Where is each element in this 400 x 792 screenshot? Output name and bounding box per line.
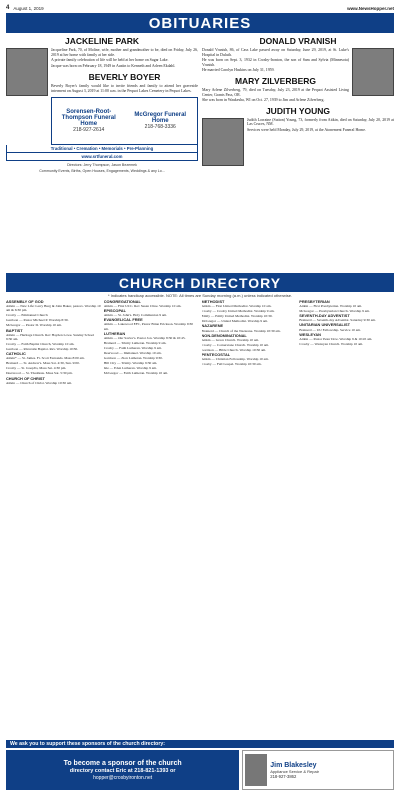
funeral-home-left — [54, 100, 124, 142]
church-listing: Crosby — St. Joseph's, Mass Sat. 4:30 pm. — [6, 366, 67, 371]
obit-paragraph: Jacqueline Park, 70, of Moline, wife, mother and grandmother to be, died on Friday, July 26, 2019 at her home with family at her side. — [51, 48, 198, 57]
directory-columns — [6, 299, 394, 739]
church-listing: Garrison — Bible Church. Worship 10:30 am. — [201, 347, 267, 352]
denomination-heading: SEVENTH-DAY ADVENTIST — [299, 313, 350, 319]
site-url[interactable]: www.NewsHopper.net — [347, 5, 394, 11]
denomination-heading: CONGREGATIONAL — [103, 299, 141, 304]
church-listing: Aitkin — First Presbyterian. Worship 10 am. — [299, 304, 363, 309]
directory-title: CHURCH DIRECTORY — [118, 274, 282, 291]
obit-paragraph: Jacque was born on February 18, 1949 in Austin to Kenneth and Arleen Ekdahl. — [51, 63, 176, 68]
funeral-home-name: Sorensen-Root-Thompson Funeral Home — [61, 108, 116, 127]
agent-title: Appliance Service & Repair — [270, 768, 319, 774]
obit-photo — [202, 118, 244, 166]
sponsor-email[interactable]: hopper@crosbyironton.net — [93, 774, 153, 781]
obit-name: BEVERLY BOYER — [88, 72, 161, 83]
church-listing: Aitkin — First United Methodist. Worship 10 am. — [201, 304, 272, 309]
denomination-heading: PRESBYTERIAN — [299, 299, 330, 304]
church-listing: McGregor — Pastor D. Worship 10 am. — [6, 323, 62, 328]
church-listing: McGregor — Faith Lutheran. Worship 10 am. — [103, 371, 169, 376]
newspaper-page — [6, 4, 394, 790]
sponsor-line-1: To become a sponsor of the church — [63, 759, 182, 767]
obituaries-banner — [6, 13, 394, 33]
church-listing: Emily — Emily United Methodist. Worship 10:30. — [201, 314, 273, 319]
directory-note: * Indicates handicap accessible. NOTE: All times are Sunday morning (a.m.) unless indicated otherwise. — [107, 293, 293, 298]
church-listing: Aitkin — First UCC. Rev Susan Cline. Worship 10 am. — [103, 304, 182, 309]
church-listing: Aitkin — Pastor Peter Dow. Worship 9 & 10:45 am. — [299, 336, 373, 341]
obit-paragraph: Donald Vranish, 86, of Cass Lake passed away on Saturday, June 29, 2019, at St. Luke's Hospital in Duluth. — [202, 48, 349, 57]
church-listing: Garrison — Zion Lutheran. Worship 9:30. — [103, 356, 163, 361]
denomination-heading: NON-DENOMINATIONAL — [201, 332, 247, 338]
church-listing: Aitkin — St. John's. Holy Communion 9 am. — [103, 313, 167, 318]
church-listing: Aitkin — Our Savior's. Pastor Jon. Worship 8:30 & 10:45. — [103, 335, 186, 340]
denomination-heading: EPISCOPAL — [103, 308, 126, 314]
agent-photo — [245, 754, 267, 786]
obit-name: DONALD VRANISH — [259, 36, 337, 46]
church-listing: Brainerd — Church of the Nazarene. Worship 10:30 am. — [201, 328, 281, 333]
church-listing: Deerwood — St. Thaddeus. Mass Sat. 5:30 pm. — [6, 371, 73, 376]
obit-column-left — [6, 36, 198, 270]
issue-date: August 1, 2019 — [13, 5, 44, 11]
church-listing: Crosby — Cornerstone Church. Worship 10 am. — [201, 342, 270, 347]
denomination-heading: WESLEYAN — [299, 331, 321, 337]
directory-column — [6, 299, 101, 739]
denomination-heading: CATHOLIC — [6, 351, 26, 357]
obit-paragraph: Judith Lorraine (Sutton) Young, 73, formerly from Aitkin, died on Saturday, July 20, 2019 at Las Cruces, NM. — [247, 117, 394, 127]
obit-name: JUDITH YOUNG — [265, 105, 331, 116]
directory-column — [202, 299, 297, 739]
page-header — [6, 4, 394, 12]
church-listing: Brainerd — Trinity Lutheran. Worship 9 am. — [103, 340, 167, 345]
church-listing: Deerwood — Immanuel. Worship 10 am. — [103, 351, 162, 356]
obit-paragraph: He was born on Sept. 3, 1932 in Crosby-Ironton, the son of Sam and Sylvia (Minnesota) Vranish. — [202, 58, 349, 67]
church-listing: McGregor — United Methodist. Worship 9 am. — [201, 319, 269, 324]
church-directory-banner — [6, 273, 394, 292]
church-listing: Brainerd — St. Andrew's. Mass Sat. 4:30, Sun. 9:00. — [6, 361, 80, 366]
church-listing: Crosby — Crosby United Methodist. Worship 9 am. — [201, 309, 275, 314]
sponsor-callout[interactable] — [6, 750, 239, 790]
footer-sponsors — [6, 750, 394, 790]
page-number: 4 — [6, 5, 10, 11]
church-listing: Hill City — Trinity. Worship 9:30 am. — [103, 361, 158, 366]
obit-column-right — [202, 36, 394, 270]
appliance-ad[interactable] — [242, 750, 394, 790]
denomination-heading: CHURCH OF CHRIST — [6, 375, 45, 381]
agent-phone: 218-927-3862 — [270, 773, 297, 779]
denomination-heading: METHODIST — [201, 299, 225, 304]
denomination-heading: BAPTIST — [6, 327, 23, 333]
obit-name: MARY ZILVERBERG — [234, 75, 317, 86]
sponsor-line-2: directory contact Eric at 218-821-1393 or — [69, 767, 176, 774]
funeral-directors: Directors: Jerry Thompson, Jason Bezemek — [67, 162, 137, 167]
church-listing: Brainerd — UU Fellowship. Service 10 am. — [299, 327, 361, 332]
church-listing: Garrison — Pastor Michael P. Worship 8:30. — [6, 318, 69, 323]
denomination-heading: EVANGELICAL FREE — [103, 317, 143, 323]
directory-column — [299, 299, 394, 739]
church-listing: Aitkin* — St. James. Fr. Scott Fernands. Mass 8:00 am. — [6, 356, 85, 361]
church-listing: Brainerd — Seventh-day Adventist. Saturday 9:30 am. — [299, 318, 376, 323]
obit-photo — [6, 48, 48, 96]
funeral-home-right — [126, 100, 196, 142]
denomination-heading: PENTECOSTAL — [201, 352, 231, 358]
obit-paragraph: Mary Arlene Zilverberg, 79, died on Tuesday, July 23, 2019 at the Pequot Assisted Living Center, Grants Pass, OR. — [202, 87, 349, 97]
obituaries-section — [6, 36, 394, 270]
obit-paragraph: Beverly Boyer's family would like to invite friends and family to attend her graveside interment on August 3, 2019 at 11:00 a.m. in the Pequot Lakes Cemetery in Pequot Lakes. — [51, 84, 198, 93]
church-listing: Crosby — Emmanuel Church — [6, 313, 48, 318]
funeral-tagline: Traditional • Cremation • Memorials • Pre-Planning — [6, 145, 198, 153]
church-listing: Crosby — Faith Baptist Church, Worship 10 am. — [6, 341, 75, 346]
funeral-home-phone: 218-927-2614 — [73, 126, 105, 133]
church-listing: Aitkin — Grace Church. Worship 10 am. — [201, 337, 260, 342]
denomination-heading: LUTHERAN — [103, 330, 126, 336]
denomination-heading: UNITARIAN UNIVERSALIST — [299, 322, 350, 328]
obit-name: JACKELINE PARK — [65, 36, 139, 46]
section-title: OBITUARIES — [148, 14, 252, 32]
funeral-home-phone: 218-768-3336 — [144, 123, 176, 130]
church-listing: Aitkin — Heritage Church. Rev Hayden Lowe. Sunday School 9:30 am. — [6, 332, 95, 341]
obit-paragraph: She was born in Waukesha, WI on Oct. 27, 1939 to Jim and Arlene Zilverberg. — [202, 98, 325, 103]
funeral-home-name: McGregor Funeral Home — [134, 111, 187, 124]
funeral-website[interactable]: www.srtfuneral.com — [6, 153, 198, 161]
community-events-note: Community Events, Births, Open Houses, Engagements, Weddings & any Lo... — [39, 168, 165, 173]
denomination-heading: ASSEMBLY OF GOD — [6, 299, 44, 304]
sponsor-request: We ask you to support these sponsors of the church directory: — [6, 740, 394, 748]
church-listing: Crosby — Full Gospel. Worship 10:30 am. — [201, 362, 262, 367]
denomination-heading: NAZARENE — [201, 323, 224, 329]
directory-column — [104, 299, 199, 739]
church-listing: Garrison — Riverside Baptist. Rev. Worship 10:30. — [6, 346, 79, 351]
church-listing: Crosby — Wesleyan Church. Worship 10 am. — [299, 341, 364, 346]
church-listing: McGregor — Presbyterian Church. Worship 9 am. — [299, 309, 370, 314]
church-listing: Aitkin — Lakewood EFC, Pastor Brian Erickson. Worship 9:30 am. — [103, 322, 194, 331]
obit-photo — [352, 48, 394, 96]
funeral-home-ad[interactable] — [51, 97, 198, 145]
church-listing: Crosby — Faith Lutheran. Worship 9 am. — [103, 345, 162, 350]
church-listing: Aitkin — Christian Fellowship. Worship 10 am. — [201, 357, 269, 362]
obit-paragraph: He married Carolyn Haskins on July 31, 1959. — [202, 68, 275, 73]
agent-name: Jim Blakesley — [270, 761, 317, 769]
obit-paragraph: Services were held Monday, July 29, 2019, at the Atonement Funeral Home. — [247, 127, 366, 132]
church-listing: Aitkin — Church of Christ. Worship 10:30 am. — [6, 380, 73, 385]
church-listing: Isle — Eden Lutheran. Worship 9 am. — [103, 366, 157, 371]
obit-paragraph: A private family celebration of life will be held at her home on Sugar Lake. — [51, 58, 169, 63]
church-listing: Aitkin — New Life: Larry Burg & John Baker, pastors. Worship 10 am & 6:30 pm. — [6, 304, 101, 313]
